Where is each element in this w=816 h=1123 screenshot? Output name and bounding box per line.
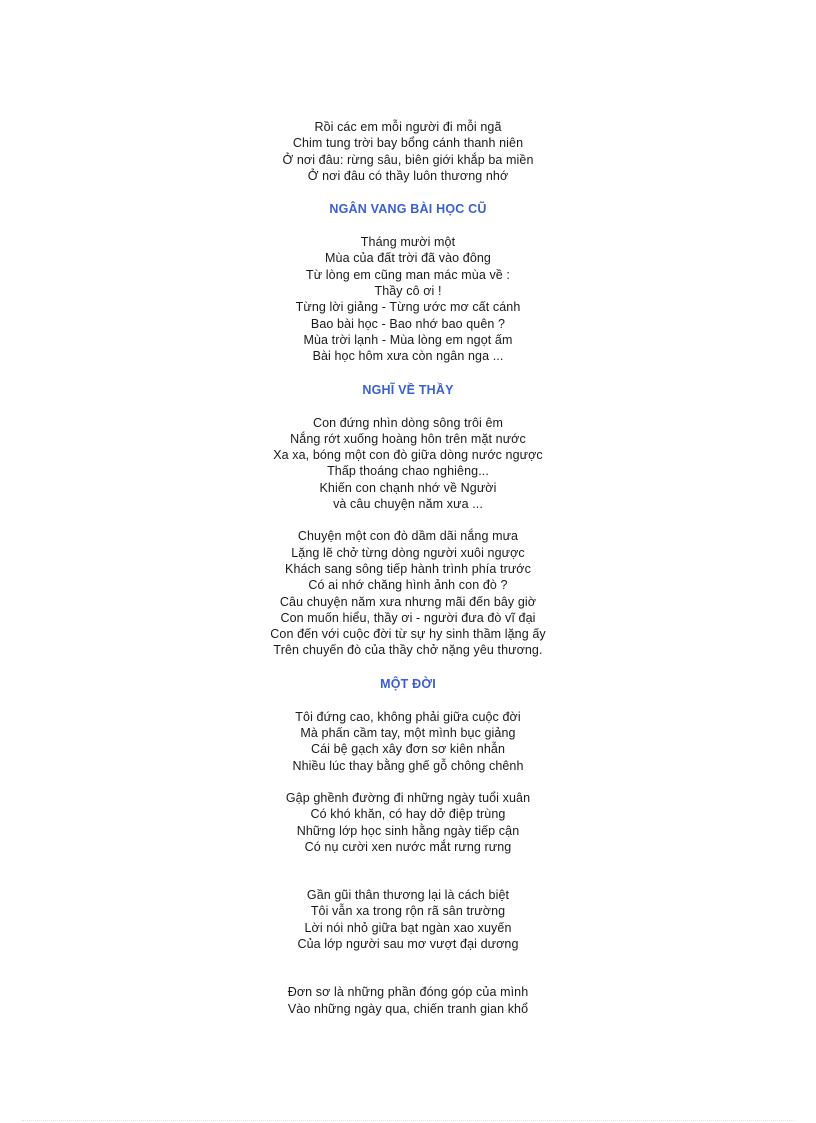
intro-stanza: [0, 119, 816, 184]
poem-line: Bài học hôm xưa còn ngân nga ...: [312, 349, 504, 364]
poem-line: Con muốn hiểu, thầy ơi - người đưa đò vĩ đại: [280, 610, 536, 625]
poem-line: Từ lòng em cũng man mác mùa về :: [305, 267, 510, 282]
poem-line: Có ai nhớ chăng hình ảnh con đò ?: [308, 578, 508, 593]
section3-stanza4: [0, 984, 816, 1017]
section2-stanza1: [0, 415, 816, 513]
section3-stanza2: [0, 790, 816, 855]
poem-line: Ở nơi đâu: rừng sâu, biên giới khắp ba miền: [282, 152, 534, 167]
poem-line: Có nụ cười xen nước mắt rưng rưng: [304, 839, 512, 854]
section-title-ngan-vang: NGÂN VANG BÀI HỌC CŨ: [329, 202, 487, 217]
poem-line: Gần gũi thân thương lại là cách biệt: [306, 888, 510, 903]
poem-line: Khách sang sông tiếp hành trình phía trước: [285, 561, 531, 576]
poem-line: Xa xa, bóng một con đò giữa dòng nước ngược: [273, 448, 543, 463]
poem-line: Có khó khăn, có hay dở điệp trùng: [310, 807, 506, 822]
poem-line: Từng lời giảng - Từng ước mơ cất cánh: [295, 300, 521, 315]
section3-stanza3: [0, 887, 816, 952]
poem-line: Tháng mười một: [360, 235, 456, 250]
poem-line: Tôi vẫn xa trong rộn rã sân trường: [310, 904, 506, 919]
poem-line: Thầy cô ơi !: [374, 284, 442, 299]
poem-line: Gập ghềnh đường đi những ngày tuổi xuân: [285, 790, 531, 805]
poem-line: Mà phấn cầm tay, một mình bục giảng: [300, 726, 516, 741]
section3-stanza1: [0, 709, 816, 774]
poem-line: Chuyện một con đò dầm dãi nắng mưa: [297, 529, 519, 544]
poem-line: Mùa của đất trời đã vào đông: [325, 251, 491, 266]
page-bottom-divider: [22, 1120, 794, 1121]
poem-line: Trên chuyến đò của thầy chở nặng yêu thương.: [273, 643, 543, 658]
section1-stanza: [0, 234, 816, 364]
section-title-mot-doi: MỘT ĐỜI: [380, 676, 436, 691]
poem-line: Cái bệ gạch xây đơn sơ kiên nhẫn: [310, 742, 505, 757]
poem-line: Những lớp học sinh hằng ngày tiếp cận: [296, 823, 520, 838]
section-title-nghi-ve-thay: NGHĨ VỀ THẦY: [362, 382, 454, 397]
poem-line: Nhiều lúc thay bằng ghế gỗ chông chênh: [292, 758, 524, 773]
poem-line: Lời nói nhỏ giữa bạt ngàn xao xuyến: [304, 920, 512, 935]
poem-line: Ở nơi đâu có thầy luôn thương nhớ: [307, 168, 509, 183]
poem-line: Vào những ngày qua, chiến tranh gian khổ: [287, 1001, 529, 1016]
poem-content: [0, 119, 816, 1017]
poem-line: Câu chuyện năm xưa nhưng mãi đến bây giờ: [279, 594, 537, 609]
poem-line: Rồi các em mỗi người đi mỗi ngã: [314, 120, 502, 134]
poem-line: Nắng rớt xuống hoàng hôn trên mặt nước: [290, 431, 526, 446]
poem-line: Của lớp người sau mơ vượt đại dương: [297, 936, 519, 951]
poem-line: Mùa trời lạnh - Mùa lòng em ngọt ấm: [303, 332, 513, 347]
poem-line: và câu chuyện năm xưa ...: [333, 497, 483, 512]
poem-line: Con đến với cuộc đời từ sự hy sinh thầm lặng ấy: [270, 627, 546, 642]
poem-line: Chim tung trời bay bổng cánh thanh niên: [292, 136, 524, 151]
poem-line: Thấp thoáng chao nghiêng...: [327, 464, 489, 479]
poem-line: Lặng lẽ chở từng dòng người xuôi ngược: [291, 545, 525, 560]
poem-line: Khiến con chạnh nhớ về Người: [319, 480, 497, 495]
poem-line: Đơn sơ là những phần đóng góp của mình: [287, 985, 529, 1000]
poem-line: Tôi đứng cao, không phải giữa cuộc đời: [295, 709, 521, 724]
poem-line: Con đứng nhìn dòng sông trôi êm: [312, 415, 504, 430]
poem-line: Bao bài học - Bao nhớ bao quên ?: [310, 316, 506, 331]
section2-stanza2: [0, 528, 816, 658]
